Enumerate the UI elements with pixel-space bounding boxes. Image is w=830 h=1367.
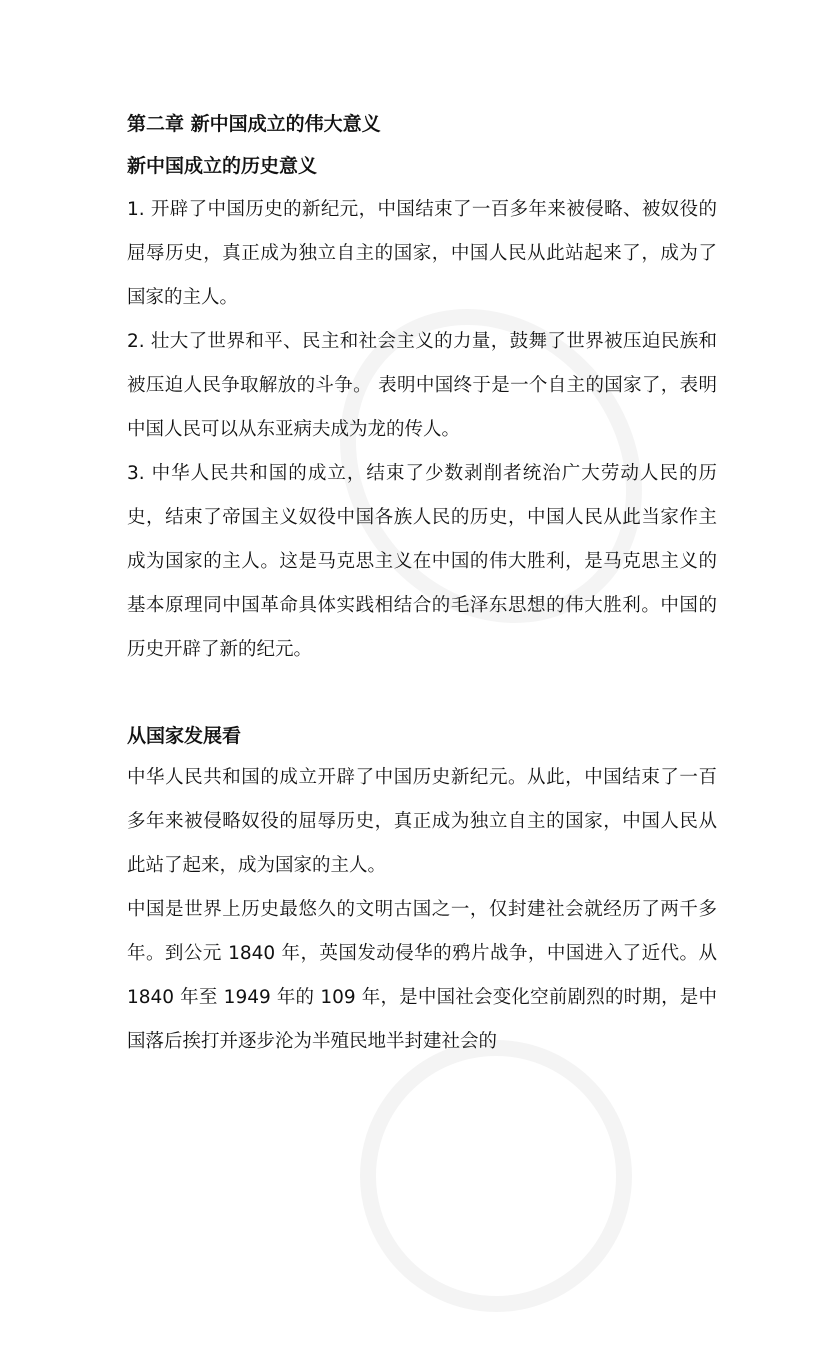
paragraph: 中华人民共和国的成立开辟了中国历史新纪元。从此，中国结束了一百多年来被侵略奴役的屈辱历史，真正成为独立自主的国家，中国人民从此站了起来，成为国家的主人。	[127, 767, 717, 876]
spacer	[127, 672, 717, 718]
section-title: 从国家发展看	[127, 725, 242, 747]
paragraph: 2. 壮大了世界和平、民主和社会主义的力量，鼓舞了世界被压迫民族和被压迫人民争取解放的斗争。 表明中国终于是一个自主的国家了，表明中国人民可以从东亚病夫成为龙的传人。	[127, 331, 717, 440]
chapter-title: 第二章 新中国成立的伟大意义	[127, 113, 381, 135]
paragraph: 3. 中华人民共和国的成立，结束了少数剥削者统治广大劳动人民的历史，结束了帝国主义奴役中国各族人民的历史，中国人民从此当家作主成为国家的主人。这是马克思主义在中国的伟大胜利，是马克思主义的基本原理同中国革命具体实践相结合的毛泽东思想的伟大胜利。中国的历史开辟了新的纪元。	[127, 463, 717, 660]
section-title: 新中国成立的历史意义	[127, 155, 318, 177]
document-body	[127, 106, 717, 1064]
paragraph: 1. 开辟了中国历史的新纪元，中国结束了一百多年来被侵略、被奴役的屈辱历史，真正成为独立自主的国家，中国人民从此站起来了，成为了国家的主人。	[127, 199, 717, 308]
paragraph: 中国是世界上历史最悠久的文明古国之一，仅封建社会就经历了两千多年。到公元 1840 年，英国发动侵华的鸦片战争，中国进入了近代。从 1840 年至 1949 年的 109 年，是中国社会变化空前剧烈的时期，是中国落后挨打并逐步沦为半殖民地半封建社会的	[127, 899, 717, 1052]
